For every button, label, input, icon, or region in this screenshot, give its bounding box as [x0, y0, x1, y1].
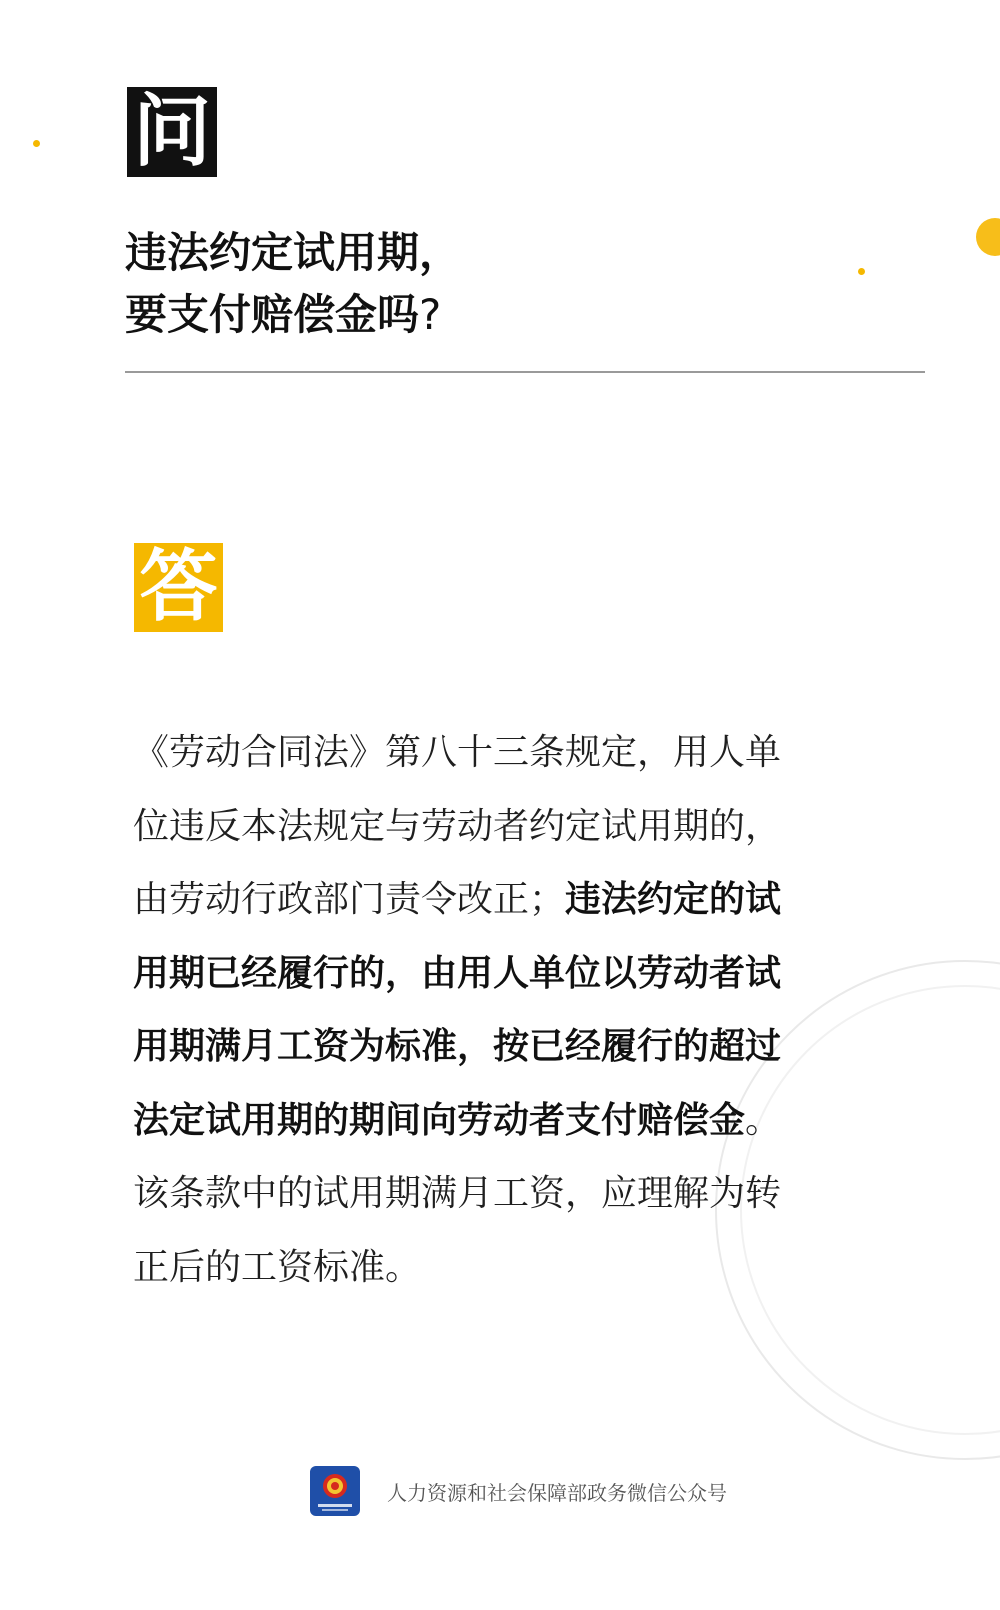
- question-title: [125, 222, 885, 346]
- answer-text: 位违反本法规定与劳动者约定试用期的，: [133, 805, 782, 847]
- question-title-text: 要支付赔偿金吗: [125, 290, 420, 339]
- decorative-dot: [33, 140, 40, 147]
- answer-text: 《劳动合同法》第八十三条规定，用人单: [133, 732, 782, 773]
- answer-line: [133, 1157, 873, 1231]
- answer-text: 。: [745, 1099, 782, 1141]
- emblem-icon: [310, 1466, 360, 1516]
- answer-badge-icon: 答: [134, 543, 223, 632]
- question-badge-icon: 问: [127, 87, 217, 177]
- answer-text: 该条款中的试用期满月工资，应理解为转: [133, 1173, 782, 1214]
- question-title-line-1: 违法约定试用期，: [125, 228, 462, 277]
- answer-text-bold: 用期满月工资为标准，按已经履行的超过: [133, 1026, 782, 1067]
- answer-line: [133, 1084, 873, 1158]
- answer-text-bold: 违法约定的试: [565, 879, 782, 920]
- answer-line: [133, 863, 873, 937]
- answer-paragraph: [133, 716, 873, 1304]
- answer-line: [133, 1231, 873, 1305]
- answer-text: 由劳动行政部门责令改正；: [133, 879, 566, 920]
- footer: [310, 1466, 727, 1516]
- section-divider: [125, 371, 925, 373]
- question-title-line-2: [125, 284, 885, 346]
- answer-line: [133, 1010, 873, 1084]
- answer-line: [133, 937, 873, 1011]
- decorative-dot-large: [976, 218, 1000, 256]
- answer-text-bold: 用期已经履行的，由用人单位以劳动者试: [133, 952, 782, 994]
- answer-text-bold: 法定试用期的期间向劳动者支付赔偿金: [133, 1099, 746, 1141]
- footer-source-text: 人力资源和社会保障部政务微信公众号: [387, 1480, 727, 1505]
- answer-text: 正后的工资标准。: [133, 1246, 422, 1288]
- national-emblem-icon: [310, 1466, 360, 1516]
- answer-line: [133, 716, 873, 790]
- answer-line: [133, 790, 873, 864]
- question-mark: ?: [419, 290, 442, 339]
